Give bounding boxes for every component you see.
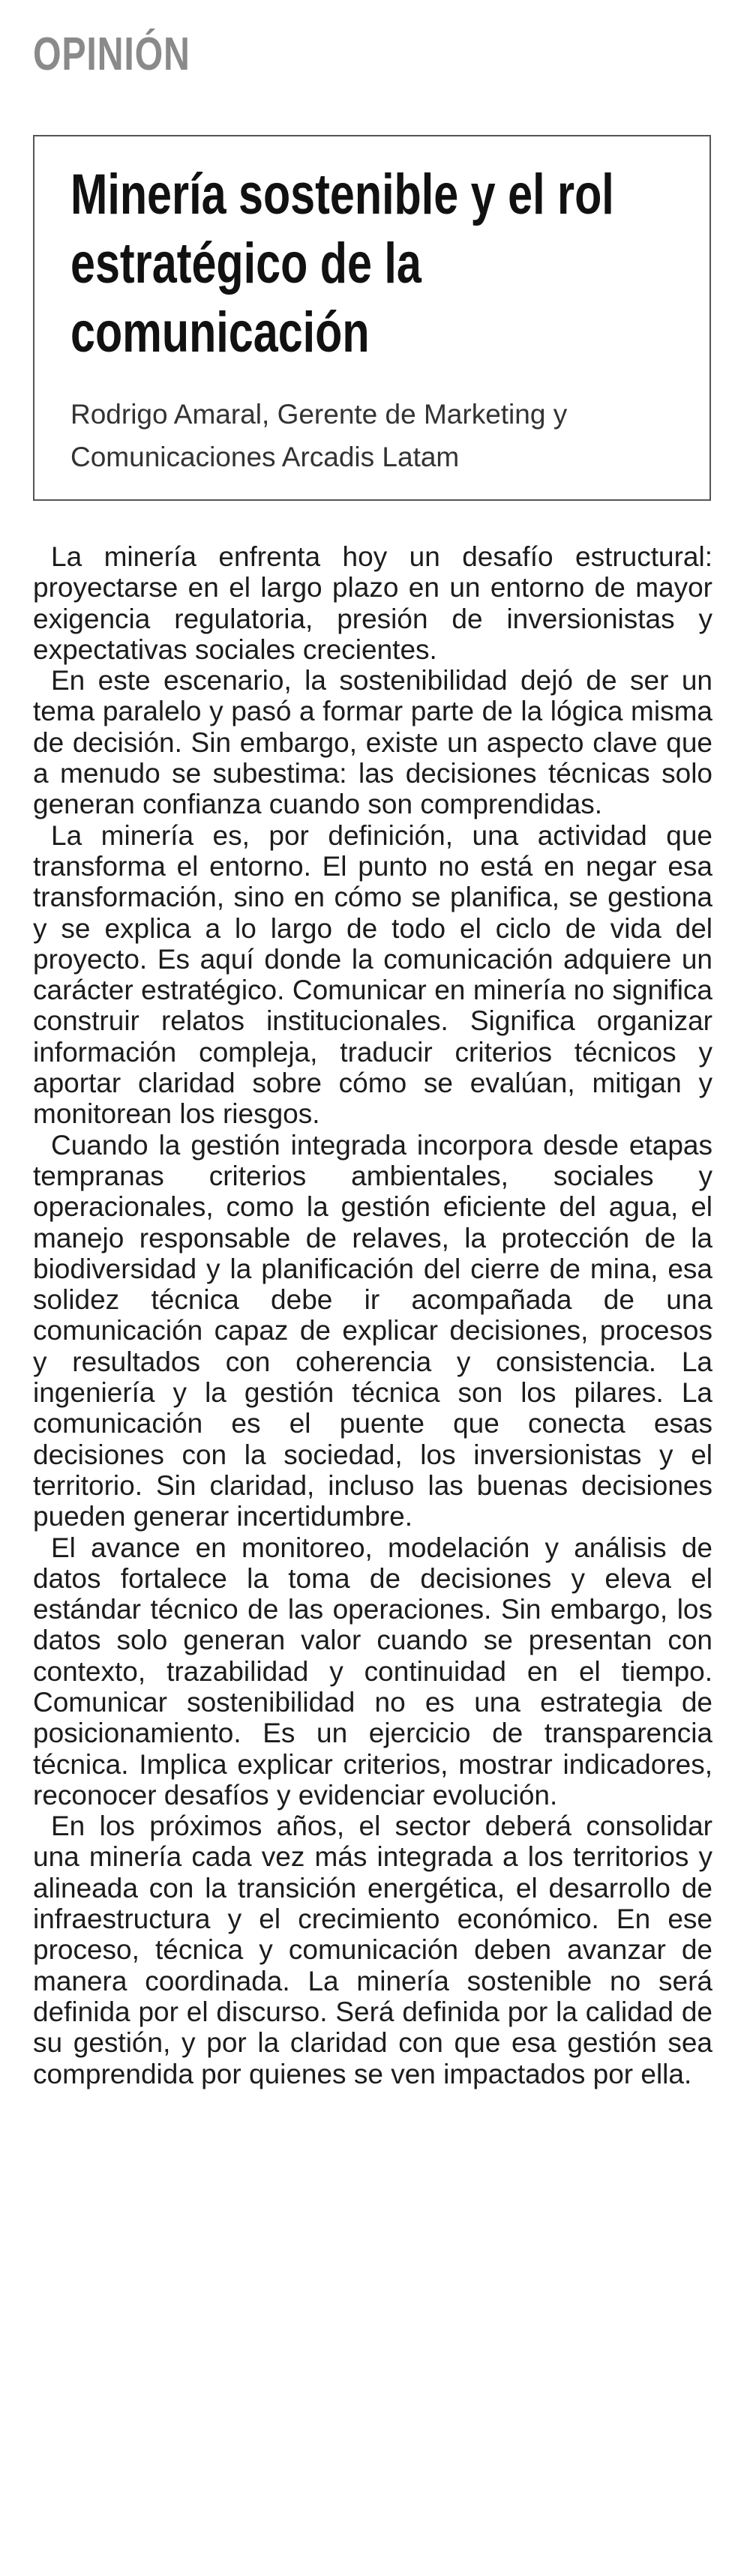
article-title: Minería sostenible y el rol estratégico de la comunicación	[70, 163, 614, 364]
article-paragraph: La minería enfrenta hoy un desafío estructural: proyectarse en el largo plazo en un entorno de mayor exigencia regulatoria, presión de inversionistas y expectativas sociales crecientes.	[33, 541, 712, 665]
section-label: OPINIÓN	[33, 28, 190, 80]
article-body	[33, 541, 712, 2089]
article-paragraph: El avance en monitoreo, modelación y análisis de datos fortalece la toma de decisiones y eleva el estándar técnico de las operaciones. Sin embargo, los datos solo generan valor cuando se presentan con contexto, trazabilidad y continuidad en el tiempo. Comunicar sostenibilidad no es una estrategia de posicionamiento. Es un ejercicio de transparencia técnica. Implica explicar criterios, mostrar indicadores, reconocer desafíos y evidenciar evolución.	[33, 1532, 712, 1811]
article-paragraph: En este escenario, la sostenibilidad dejó de ser un tema paralelo y pasó a formar parte de la lógica misma de decisión. Sin embargo, existe un aspecto clave que a menudo se subestima: las decisiones técnicas solo generan confianza cuando son comprendidas.	[33, 665, 712, 820]
headline-box	[33, 135, 711, 501]
article-byline: Rodrigo Amaral, Gerente de Marketing y Comunicaciones Arcadis Latam	[70, 399, 568, 472]
article-paragraph: La minería es, por definición, una actividad que transforma el entorno. El punto no está en negar esa transformación, sino en cómo se planifica, se gestiona y se explica a lo largo de todo el ciclo de vida del proyecto. Es aquí donde la comunicación adquiere un carácter estratégico. Comunicar en minería no significa construir relatos institucionales. Significa organizar información compleja, traducir criterios técnicos y aportar claridad sobre cómo se evalúan, mitigan y monitorean los riesgos.	[33, 819, 712, 1130]
article-paragraph: En los próximos años, el sector deberá consolidar una minería cada vez más integrada a los territorios y alineada con la transición energética, el desarrollo de infraestructura y el crecimiento económico. En ese proceso, técnica y comunicación deben avanzar de manera coordinada. La minería sostenible no será definida por el discurso. Será definida por la calidad de su gestión, y por la claridad con que esa gestión sea comprendida por quienes se ven impactados por ella.	[33, 1811, 712, 2089]
article-paragraph: Cuando la gestión integrada incorpora desde etapas tempranas criterios ambientales, sociales y operacionales, como la gestión eficiente del agua, el manejo responsable de relaves, la protección de la biodiversidad y la planificación del cierre de mina, esa solidez técnica debe ir acompañada de una comunicación capaz de explicar decisiones, procesos y resultados con coherencia y consistencia. La ingeniería y la gestión técnica son los pilares. La comunicación es el puente que conecta esas decisiones con la sociedad, los inversionistas y el territorio. Sin claridad, incluso las buenas decisiones pueden generar incertidumbre.	[33, 1129, 712, 1532]
